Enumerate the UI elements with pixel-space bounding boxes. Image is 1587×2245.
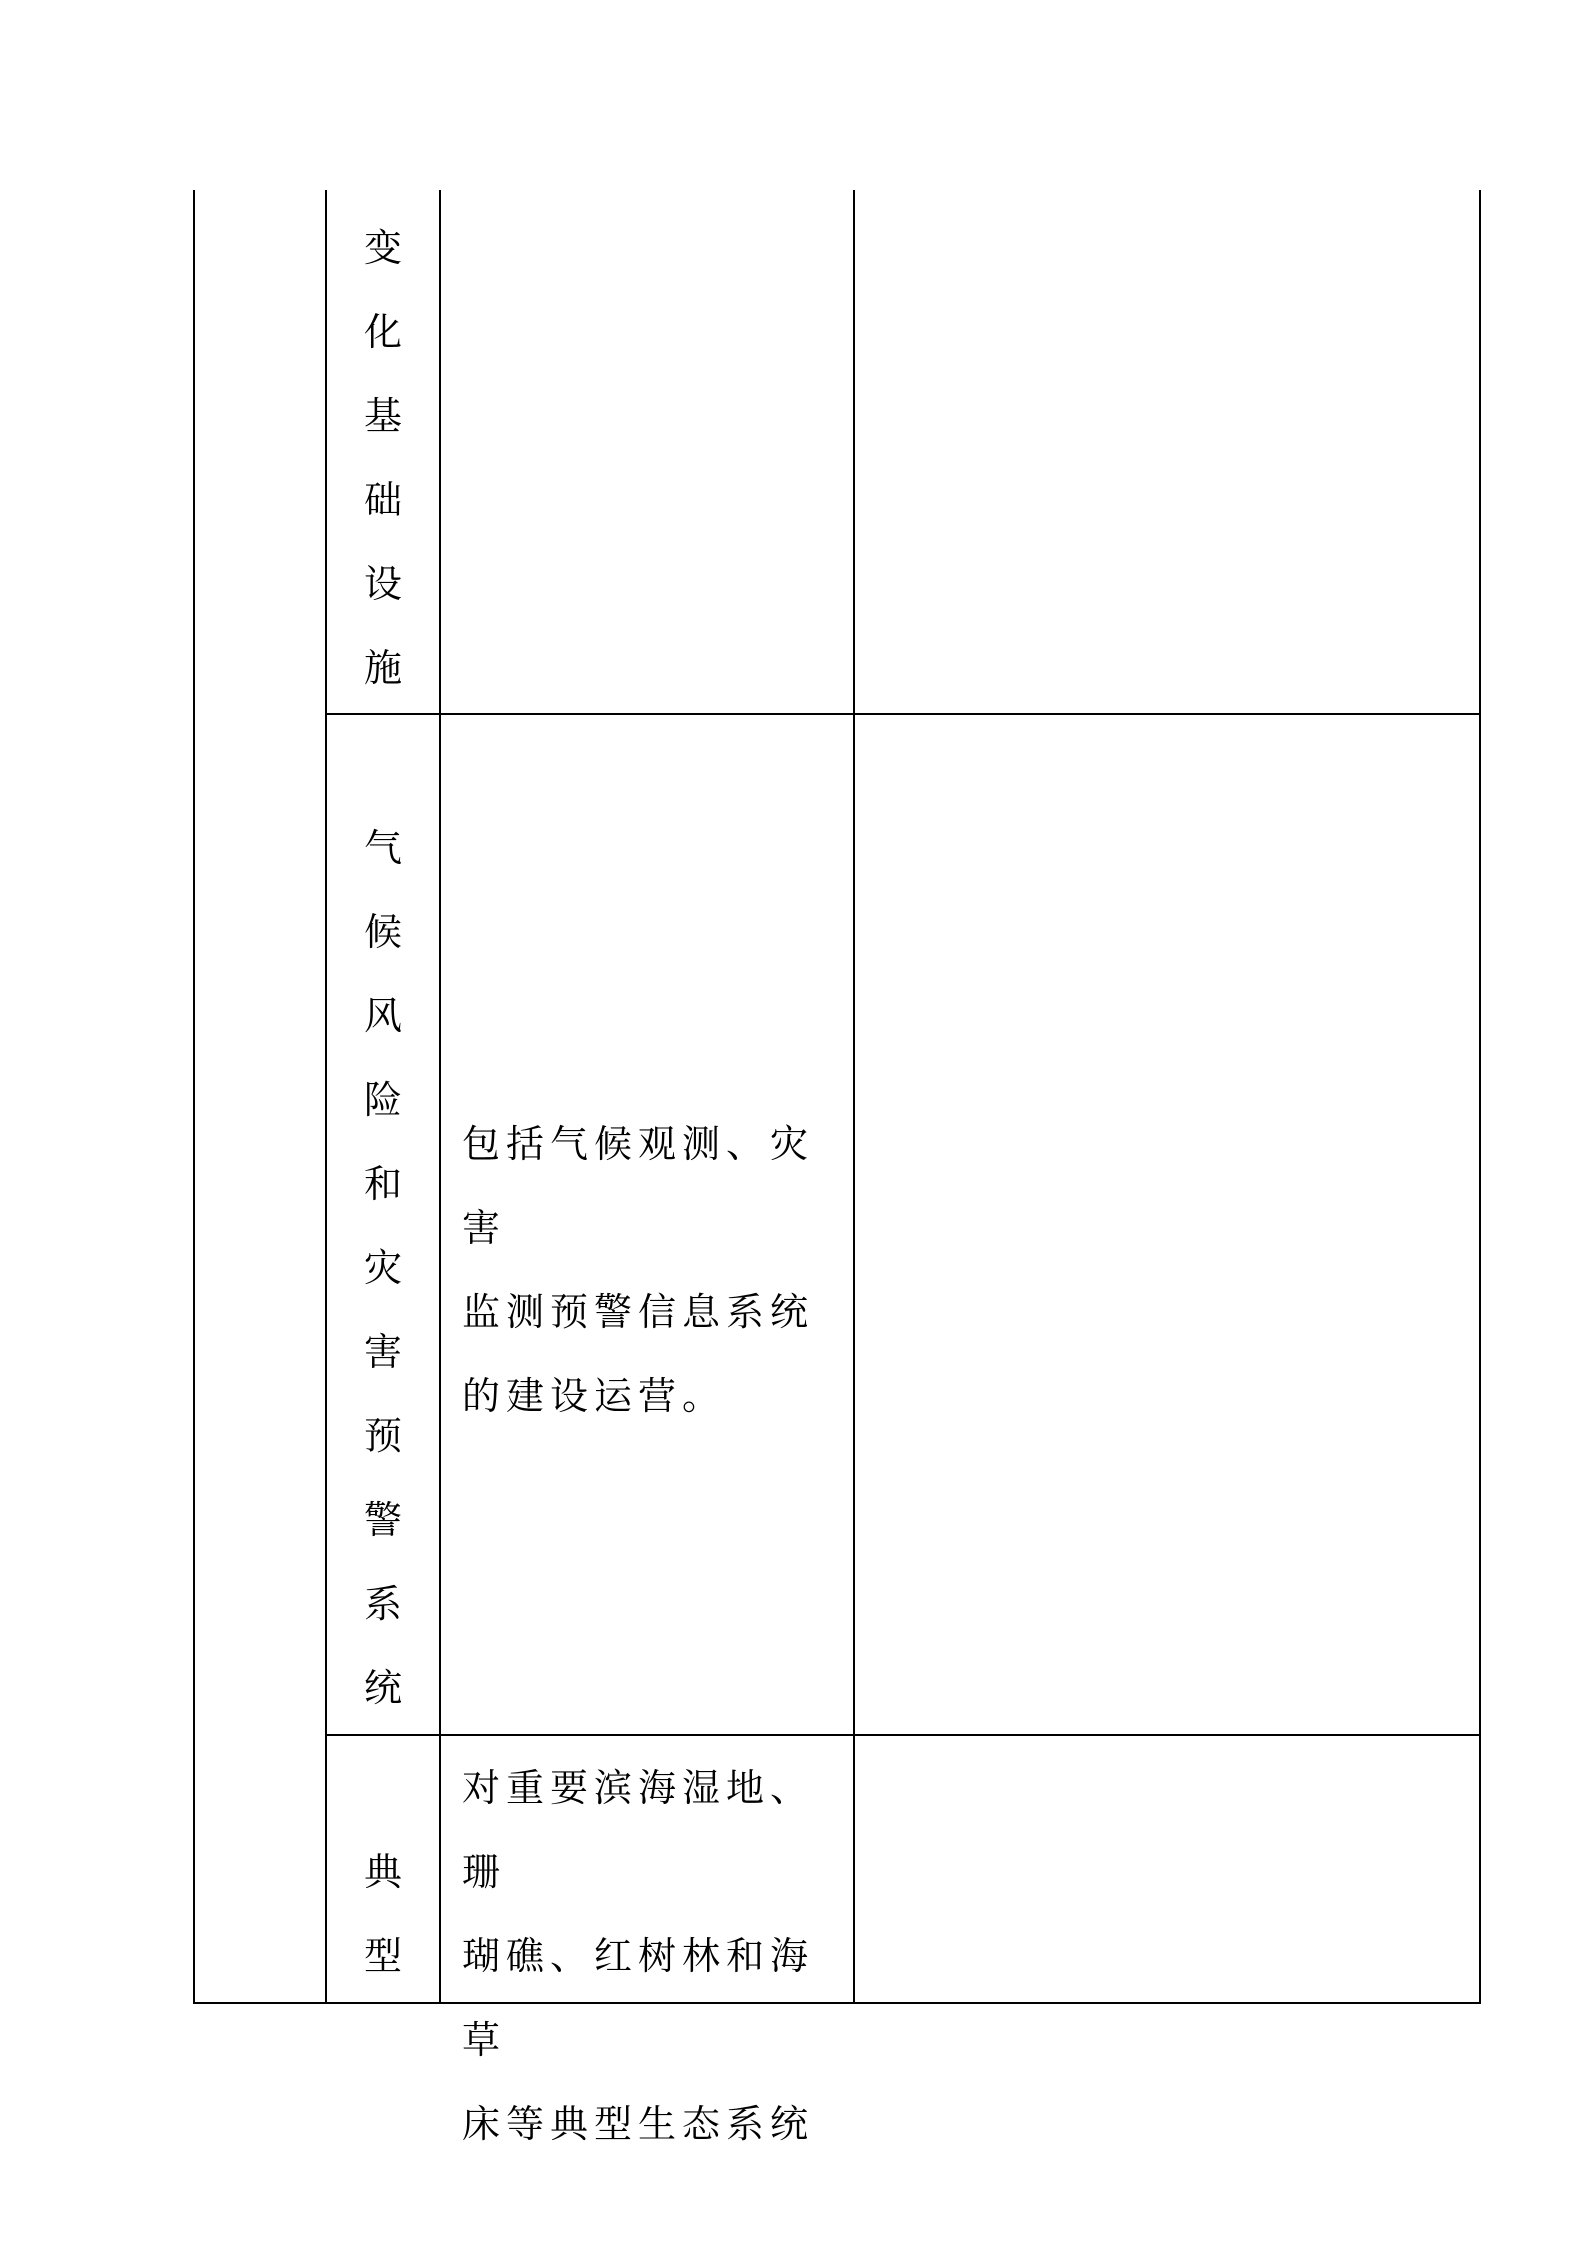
table-column-divider-3 (853, 190, 855, 2004)
row-2-description (462, 1102, 842, 1438)
row-1-category-char: 施 (363, 646, 402, 690)
row-2-category-char: 险 (363, 1078, 402, 1122)
row-2-description-line: 的建设运营。 (462, 1374, 727, 1418)
row-1-category-char: 化 (363, 310, 402, 354)
table-border-right (1479, 190, 1481, 2004)
row-1-category-char: 基 (363, 394, 402, 438)
table-border-left (193, 190, 195, 2004)
row-3-category-char: 型 (363, 1934, 402, 1978)
row-2-category-char: 害 (363, 1330, 402, 1374)
row-2-category-char: 灾 (363, 1246, 402, 1290)
row-3-description (462, 1746, 842, 2166)
row-3-description-line: 对重要滨海湿地、珊 (462, 1766, 815, 1894)
row-2-description-line: 监测预警信息系统 (462, 1290, 815, 1334)
row-2-category-char: 候 (363, 910, 402, 954)
row-1-category-char: 础 (363, 478, 402, 522)
row-1-category-char: 变 (363, 226, 402, 270)
row-2-category (325, 806, 441, 1730)
row-divider-2 (325, 1734, 1481, 1736)
row-3-description-line: 床等典型生态系统 (462, 2102, 815, 2146)
row-2-category-char: 和 (363, 1162, 402, 1206)
row-1-category (325, 206, 441, 710)
row-2-category-char: 警 (363, 1498, 402, 1542)
row-3-description-line: 瑚礁、红树林和海草 (462, 1934, 815, 2062)
row-2-category-char: 统 (363, 1666, 402, 1710)
row-2-category-char: 气 (363, 826, 402, 870)
row-2-category-char: 风 (363, 994, 402, 1038)
row-3-category (325, 1830, 441, 1998)
row-1-category-char: 设 (363, 562, 402, 606)
row-3-category-char: 典 (363, 1850, 402, 1894)
row-2-description-line: 包括气候观测、灾害 (462, 1122, 815, 1250)
row-2-category-char: 系 (363, 1582, 402, 1626)
row-2-category-char: 预 (363, 1414, 402, 1458)
row-divider-1 (325, 713, 1481, 715)
